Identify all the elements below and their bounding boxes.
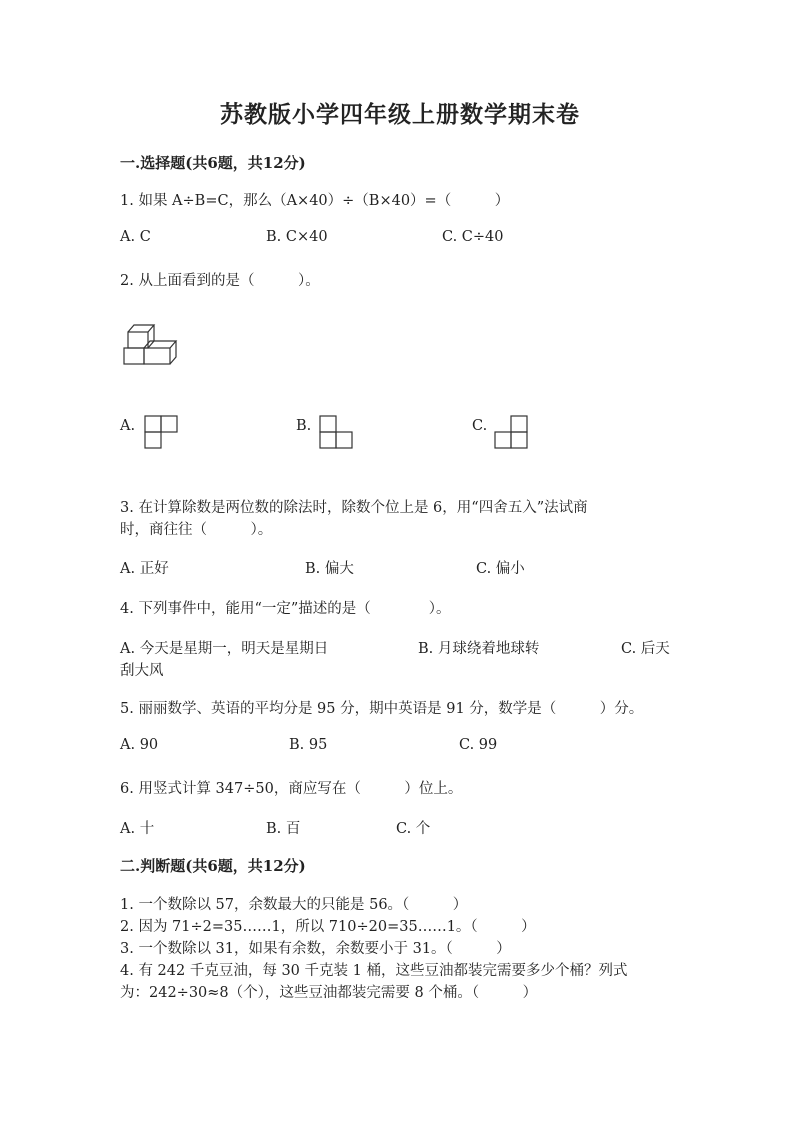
q4-option-a: A. 今天是星期一，明天是星期日 [120,641,329,657]
judgement-item-3: 3. 一个数除以 31，如果有余数，余数要小于 31。（ ） [120,941,511,957]
q6-option-b: B. 百 [266,821,301,837]
q4-option-c: C. 后天 [621,641,670,657]
cube-stack-figure [120,320,180,368]
question-5: 5. 丽丽数学、英语的平均分是 95 分，期中英语是 91 分，数学是（ ）分。 [120,701,644,717]
page-title: 苏教版小学四年级上册数学期末卷 [220,101,580,128]
q2-option-c: C. [472,418,488,434]
q5-option-c: C. 99 [459,737,498,753]
judgement-item-4-line-1: 4. 有 242 千克豆油，每 30 千克装 1 桶，这些豆油都装完需要多少个桶？列式 [120,963,628,979]
q6-option-a: A. 十 [120,821,155,837]
q1-option-b: B. C×40 [266,229,328,245]
q3-option-c: C. 偏小 [476,561,525,577]
section-heading-choice: 一.选择题(共6题，共12分) [120,154,306,172]
judgement-item-1: 1. 一个数除以 57，余数最大的只能是 56。（ ） [120,897,468,913]
q5-option-b: B. 95 [289,737,328,753]
judgement-item-2: 2. 因为 71÷2=35……1，所以 710÷20=35……1。（ ） [120,919,536,935]
judgement-item-4-line-2: 为：242÷30≈8（个），这些豆油都装完需要 8 个桶。（ ） [120,985,538,1001]
question-4: 4. 下列事件中，能用“一定”描述的是（ ）。 [120,601,451,617]
q2-option-c-view-icon [494,415,528,449]
q3-option-b: B. 偏大 [305,561,354,577]
question-3-line-1: 3. 在计算除数是两位数的除法时，除数个位上是 6，用“四舍五入”法试商 [120,500,588,516]
q4-option-c-continued: 刮大风 [120,663,164,679]
q1-option-a: A. C [120,229,151,245]
q2-option-a-view-icon [144,415,178,449]
q2-option-b: B. [296,418,312,434]
question-2: 2. 从上面看到的是（ ）。 [120,273,320,289]
q1-option-c: C. C÷40 [442,229,504,245]
question-1: 1. 如果 A÷B=C，那么（A×40）÷（B×40）=（ ） [120,193,510,209]
q3-option-a: A. 正好 [120,561,169,577]
q5-option-a: A. 90 [120,737,159,753]
question-3-line-2: 时，商往往（ ）。 [120,522,273,538]
question-6: 6. 用竖式计算 347÷50，商应写在（ ）位上。 [120,781,463,797]
q2-option-a: A. [120,418,136,434]
section-heading-judgement: 二.判断题(共6题，共12分) [120,857,306,875]
q4-option-b: B. 月球绕着地球转 [418,641,540,657]
q6-option-c: C. 个 [396,821,431,837]
q2-option-b-view-icon [319,415,353,449]
